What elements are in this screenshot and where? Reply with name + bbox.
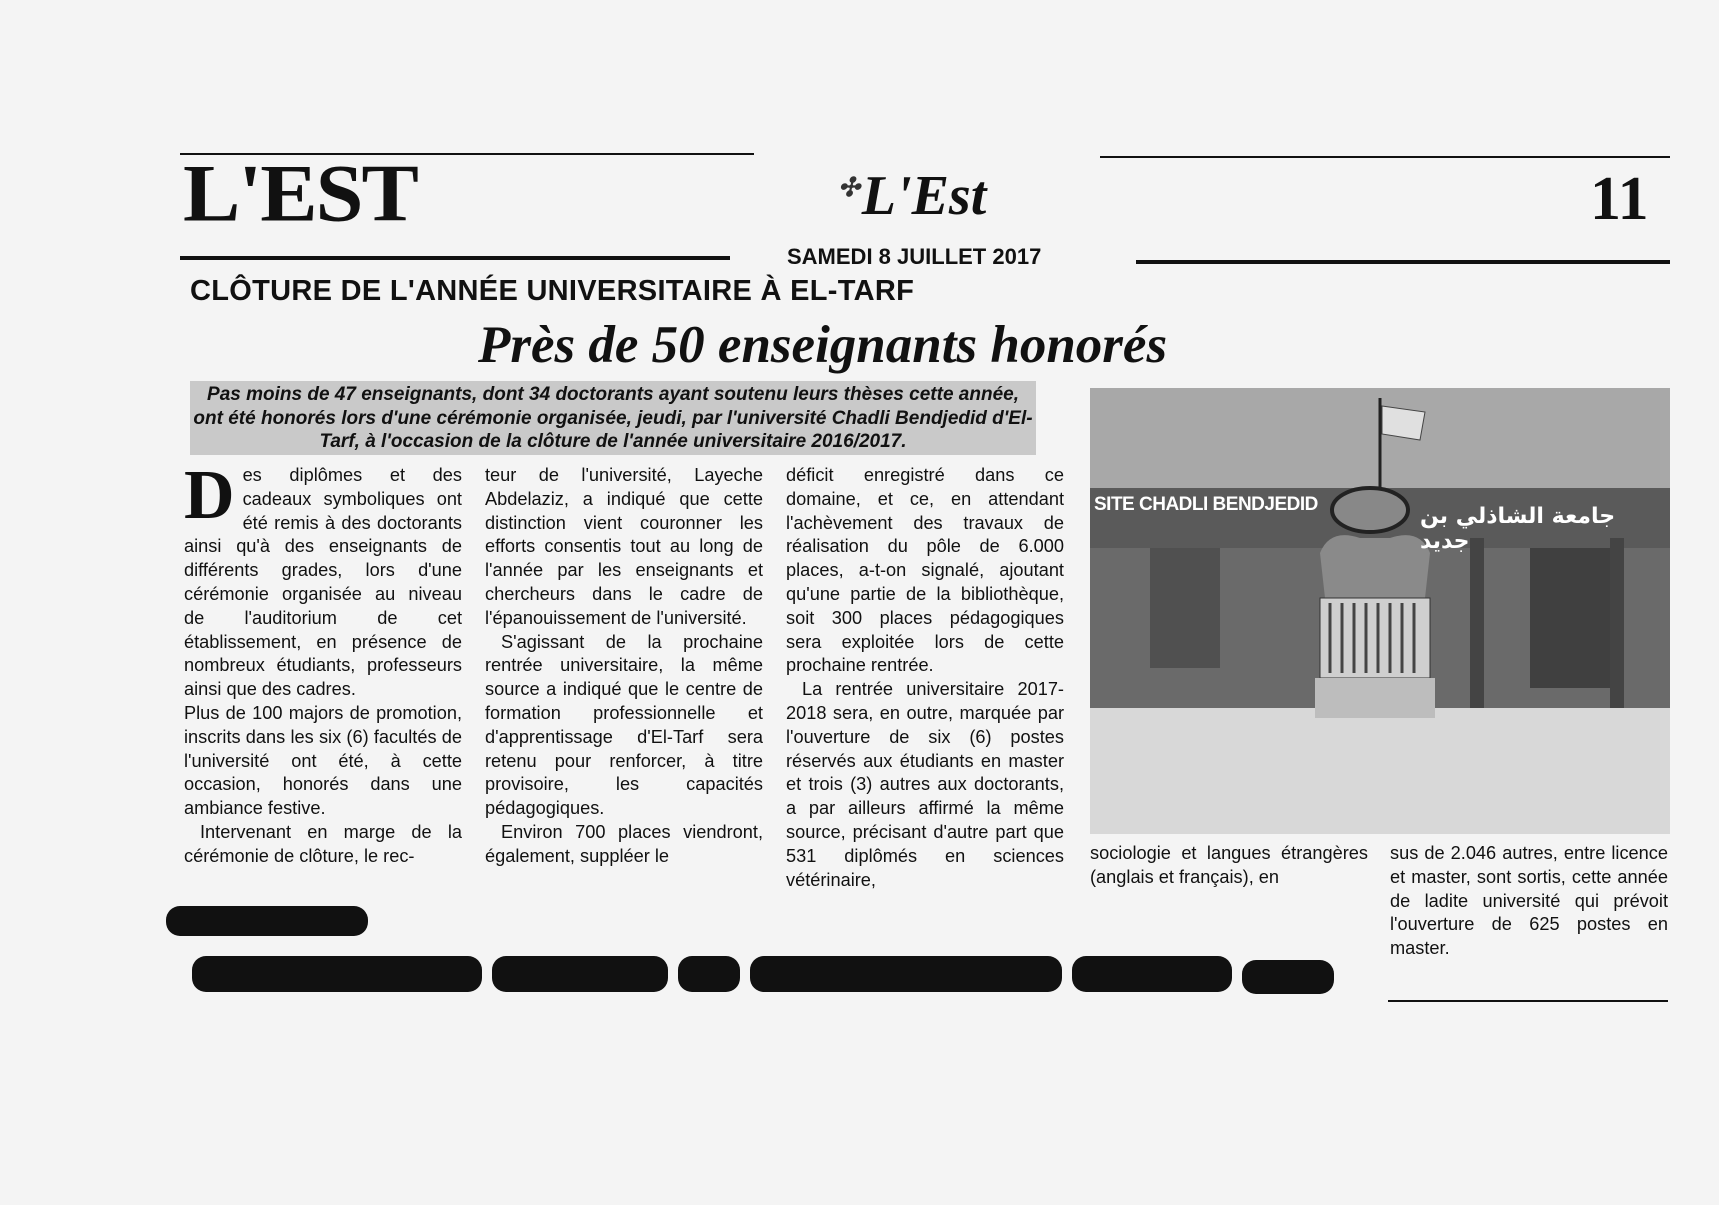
redaction-mark: [678, 956, 740, 992]
university-entrance-photo: [1090, 388, 1670, 834]
paragraph: Intervenant en marge de la cérémonie de clôture, le rec-: [184, 821, 462, 866]
paragraph: Plus de 100 majors de promotion, inscrits dans les six (6) facultés de l'université ont été, à cette occasion, honorés dans une ambiance festive.: [184, 702, 462, 819]
date-rule-left: [180, 256, 730, 260]
issue-date: SAMEDI 8 JUILLET 2017: [787, 244, 1042, 269]
paragraph: sus de 2.046 autres, entre licence et master, sont sortis, cette année de ladite université qui prévoit l'ouverture de 625 postes en master.: [1390, 843, 1668, 959]
article-column-5: [1390, 842, 1668, 961]
logo-text: L'Est: [861, 165, 987, 227]
paragraph: es diplômes et des cadeaux symboliques ont été remis à des doctorants ainsi qu'à des enseignants de différents grades, lors d'une cérémonie organisée au niveau de l'auditorium de cet établissement, en présence de nombreux étudiants, professeurs ainsi que des cadres.: [184, 465, 462, 700]
redaction-mark: [166, 906, 368, 936]
top-rule-right: [1100, 156, 1670, 158]
article-column-4: [1090, 842, 1368, 890]
article-headline: Près de 50 enseignants honorés: [478, 316, 1168, 374]
paragraph: S'agissant de la prochaine rentrée universitaire, la même source a indiqué que le centre de formation professionnelle et d'apprentissage d'El-Tarf sera retenu pour renforcer, à titre provisoire, les capacités pédagogiques.: [485, 631, 763, 819]
logo-swirl-icon: ✣: [838, 173, 860, 202]
date-rule-right: [1136, 260, 1670, 264]
paragraph: sociologie et langues étrangères (anglais et français), en: [1090, 843, 1368, 887]
newspaper-logo: [838, 158, 986, 226]
article-kicker: CLÔTURE DE L'ANNÉE UNIVERSITAIRE À EL-TARF: [190, 275, 915, 307]
photo-sign-latin: SITE CHADLI BENDJEDID: [1094, 494, 1318, 515]
page-number: 11: [1590, 165, 1649, 233]
redaction-mark: [492, 956, 668, 992]
article-lead: Pas moins de 47 enseignants, dont 34 doctorants ayant soutenu leurs thèses cette année, ont été honorés lors d'une cérémonie organisée, jeudi, par l'université Chadli Bendjedid d'El-Tarf, à l'occasion de la clôture de l'année universitaire 2016/2017.: [190, 381, 1036, 455]
article-column-2: [485, 464, 763, 869]
redaction-mark: [1072, 956, 1232, 992]
article-column-1: [184, 457, 462, 869]
paragraph: Environ 700 places viendront, également, suppléer le: [485, 821, 763, 866]
redaction-mark: [750, 956, 1062, 992]
column-end-rule: [1388, 1000, 1668, 1002]
drop-cap: D: [184, 457, 235, 534]
redaction-mark: [192, 956, 482, 992]
redaction-mark: [1242, 960, 1334, 994]
paragraph: La rentrée universitaire 2017-2018 sera, en outre, marquée par l'ouverture de six (6) postes réservés aux étudiants en master et trois (3) autres aux doctorants, a par ailleurs affirmé la même source, précisant d'autre part que 531 diplômés en sciences vétérinaire,: [786, 679, 1064, 890]
newspaper-masthead: L'EST: [183, 147, 417, 239]
photo-illustration: [1090, 388, 1670, 834]
paragraph: déficit enregistré dans ce domaine, et ce, en attendant l'achèvement des travaux de réalisation du pôle de 6.000 places, a-t-on signalé, ajoutant qu'une partie de la bibliothèque, soit 300 places pédagogiques sera exploitée lors de cette prochaine rentrée.: [786, 465, 1064, 676]
article-column-3: [786, 464, 1064, 892]
photo-sign-arabic: جامعة الشاذلي بن جديد: [1420, 504, 1616, 554]
paragraph: teur de l'université, Layeche Abdelaziz, a indiqué que cette distinction vient couronner les efforts consentis tout au long de l'année par les enseignants et chercheurs dans le cadre de l'épanouissement de l'université.: [485, 465, 763, 628]
